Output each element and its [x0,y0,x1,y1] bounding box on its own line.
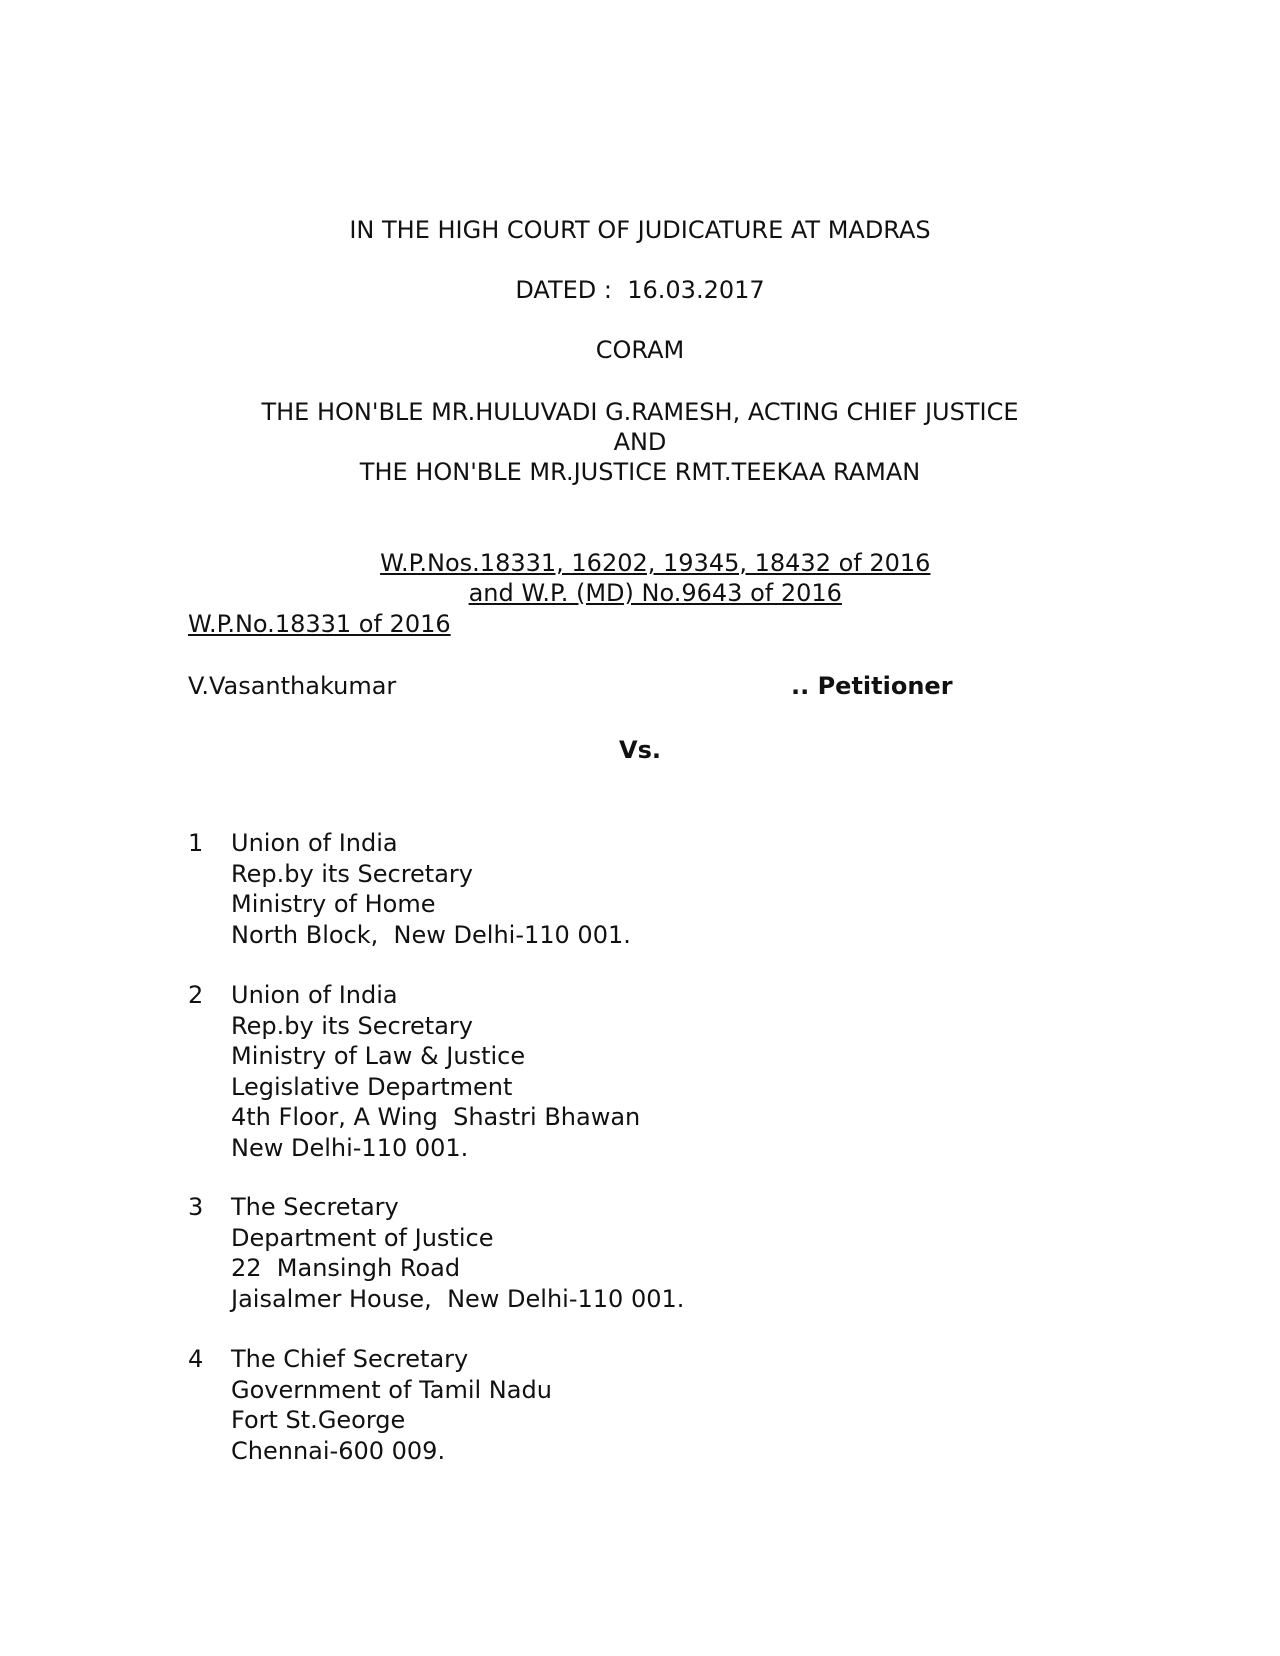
address-line: North Block, New Delhi-110 001. [231,920,631,949]
address-line: Department of Justice [231,1223,494,1252]
address-line: Chennai-600 009. [231,1436,446,1465]
respondent-number: 3 [188,1193,204,1221]
address-line: 4th Floor, A Wing Shastri Bhawan [231,1103,641,1131]
address-line: Union of India [231,981,398,1009]
judge-1: THE HON'BLE MR.HULUVADI G.RAMESH, ACTING CHIEF JUSTICE [261,398,1019,426]
respondent-address [231,980,640,1163]
petitioner-role: .. Petitioner [791,672,953,700]
respondent-number: 2 [188,981,204,1009]
judge-2: THE HON'BLE MR.JUSTICE RMT.TEEKAA RAMAN [359,458,921,486]
address-line: Ministry of Law & Justice [231,1042,526,1070]
case-title: W.P.No.18331 of 2016 [188,610,451,638]
address-line: Government of Tamil Nadu [231,1375,552,1404]
dated-line: DATED : 16.03.2017 [515,276,765,304]
address-line: Legislative Department [231,1072,513,1101]
address-line: The Secretary [231,1193,399,1221]
address-line: Rep.by its Secretary [231,1011,473,1040]
court-heading: IN THE HIGH COURT OF JUDICATURE AT MADRAS [349,216,931,244]
address-line: Ministry of Home [231,890,436,918]
petition-numbers-text-1: W.P.Nos.18331, 16202, 19345, 18432 of 2016 [380,549,931,577]
respondent-address [231,1344,552,1466]
respondent-number: 4 [188,1345,204,1373]
respondent-address [231,1192,684,1314]
respondent-address [231,828,631,950]
petitioner-name: V.Vasanthakumar [188,672,397,700]
versus-label: Vs. [619,736,661,764]
coram-heading: CORAM [595,336,685,364]
address-line: New Delhi-110 001. [231,1133,469,1162]
judges-and: AND [613,428,667,456]
address-line: Rep.by its Secretary [231,859,473,888]
address-line: 22 Mansingh Road [231,1254,461,1282]
petition-numbers-text-2: and W.P. (MD) No.9643 of 2016 [468,579,842,607]
address-line: Jaisalmer House, New Delhi-110 001. [231,1284,685,1313]
address-line: The Chief Secretary [231,1345,469,1373]
address-line: Union of India [231,829,398,857]
respondent-number: 1 [188,829,204,857]
address-line: Fort St.George [231,1406,406,1434]
